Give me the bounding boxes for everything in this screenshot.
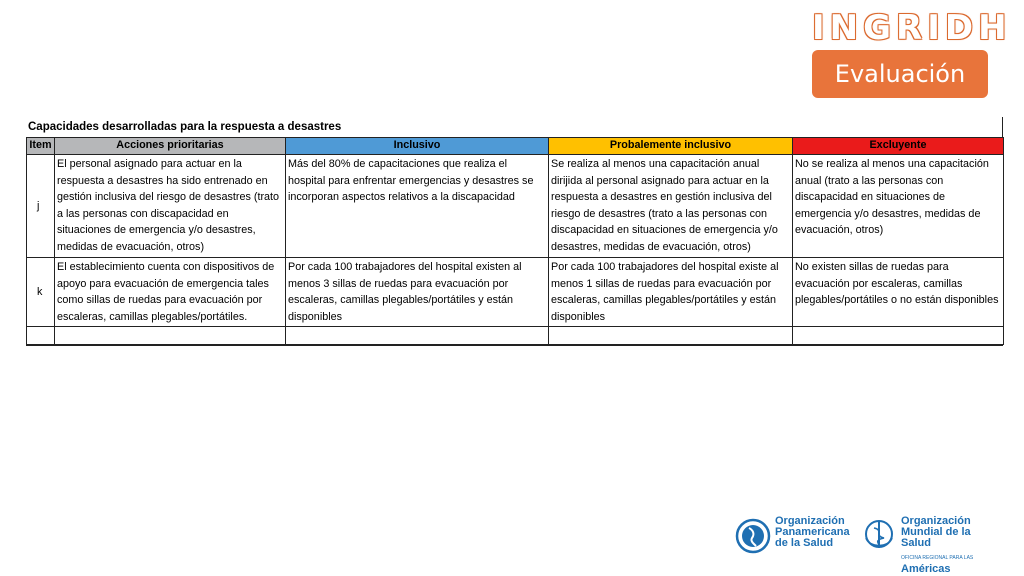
oms-logo bbox=[861, 512, 995, 575]
table-row bbox=[27, 258, 1004, 327]
cell-probable: Se realiza al menos una capacitación anual dirijida al personal asignado para actuar en la respuesta a desastres en gestión inclusiva del riesgo de desastres (trato a las personas con discapacidad en situaciones de emergencia y/o desastres, medidas de evacuación, otros) bbox=[549, 155, 793, 258]
oms-small-text: OFICINA REGIONAL PARA LAS bbox=[901, 555, 974, 561]
cell-inclusivo: Por cada 100 trabajadores del hospital existen al menos 3 sillas de ruedas para evacuación por escaleras, camillas plegables/portátiles y están disponibles bbox=[286, 258, 549, 327]
cell-excluyente: No se realiza al menos una capacitación anual (trato a las personas con discapacidad en situaciones de emergencia y/o desastres, medidas de evacuación, otros) bbox=[793, 155, 1004, 258]
table-header-row bbox=[27, 138, 1004, 155]
empty-cell bbox=[793, 327, 1004, 345]
oms-emblem-icon bbox=[861, 518, 897, 554]
cell-item: k bbox=[27, 258, 55, 327]
oms-logo-text bbox=[901, 516, 995, 575]
table-row bbox=[27, 155, 1004, 258]
table-row-empty bbox=[27, 327, 1004, 345]
oms-region: Américas bbox=[901, 563, 951, 575]
organization-logos bbox=[735, 512, 995, 575]
col-header-acciones: Acciones prioritarias bbox=[55, 138, 286, 155]
oms-line-2: Mundial de la Salud bbox=[901, 526, 971, 549]
ops-line-2: Panamericana bbox=[775, 526, 850, 538]
ops-globe-icon bbox=[735, 518, 771, 554]
ops-line-1: Organización bbox=[775, 515, 845, 527]
cell-acciones: El personal asignado para actuar en la respuesta a desastres ha sido entrenado en gestión inclusiva del riesgo de desastres (trato a las personas con discapacidad en situaciones de emergencia y/o desastres, medidas de evacuación, otros) bbox=[55, 155, 286, 258]
cell-excluyente: No existen sillas de ruedas para evacuación por escaleras, camillas plegables/portátiles o no están disponibles bbox=[793, 258, 1004, 327]
col-header-inclusivo: Inclusivo bbox=[286, 138, 549, 155]
evaluation-badge: Evaluación bbox=[812, 50, 988, 98]
col-header-item: Item bbox=[27, 138, 55, 155]
ops-logo bbox=[735, 512, 850, 560]
col-header-excluyente: Excluyente bbox=[793, 138, 1004, 155]
empty-cell bbox=[549, 327, 793, 345]
capacities-table bbox=[26, 117, 1003, 346]
empty-cell bbox=[55, 327, 286, 345]
table-title: Capacidades desarrolladas para la respuesta a desastres bbox=[26, 117, 1003, 137]
cell-acciones: El establecimiento cuenta con dispositivos de apoyo para evacuación de emergencia tales como sillas de ruedas para evacuación por escaleras, camillas plegables/portátiles. bbox=[55, 258, 286, 327]
ops-logo-text bbox=[775, 516, 850, 549]
cell-probable: Por cada 100 trabajadores del hospital existe al menos 1 sillas de ruedas para evacuación por escaleras, camillas plegables/portátiles y están disponibles bbox=[549, 258, 793, 327]
brand-title: INGRIDH bbox=[812, 8, 1012, 48]
empty-cell bbox=[286, 327, 549, 345]
oms-line-1: Organización bbox=[901, 515, 971, 527]
cell-item: j bbox=[27, 155, 55, 258]
empty-cell bbox=[27, 327, 55, 345]
evaluation-table bbox=[26, 137, 1004, 345]
col-header-probable: Probalemente inclusivo bbox=[549, 138, 793, 155]
ops-line-3: de la Salud bbox=[775, 537, 834, 549]
cell-inclusivo: Más del 80% de capacitaciones que realiza el hospital para enfrentar emergencias y desastres se incorporan aspectos relativos a la discapacidad bbox=[286, 155, 549, 258]
